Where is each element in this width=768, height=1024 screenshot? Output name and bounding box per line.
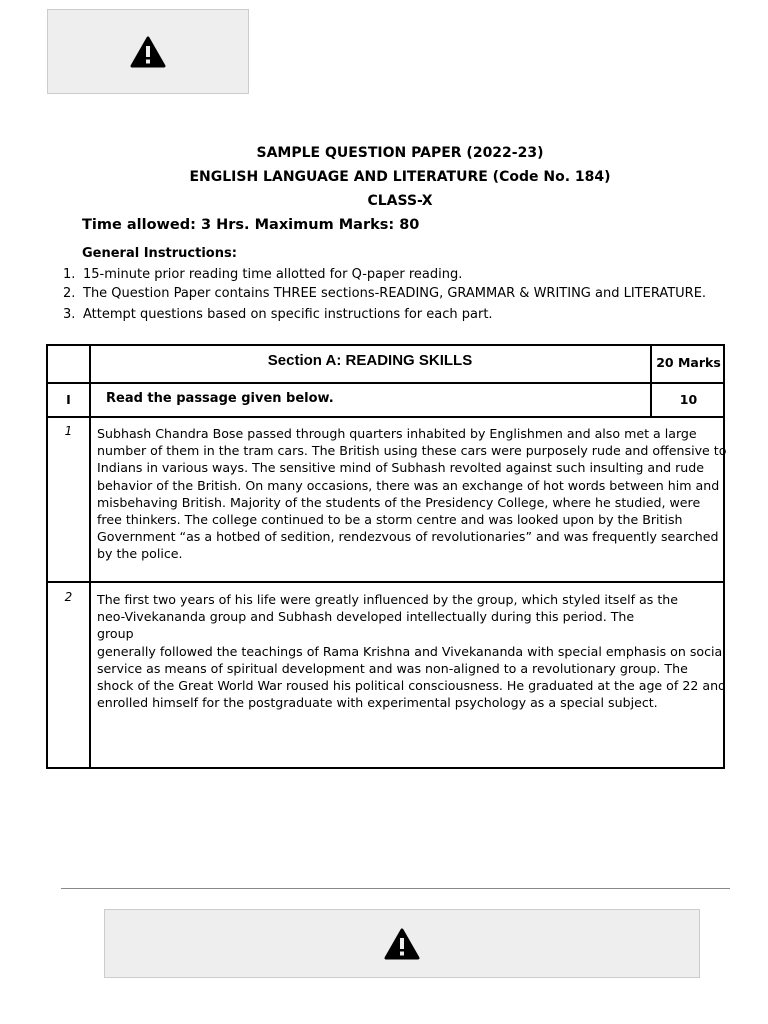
passage-paragraph: Subhash Chandra Bose passed through quarters inhabited by Englishmen and also met a large number of them in the tram cars. The British using these cars were purposely rude and offensive to Indians in various ways. The sensitive mind of Subhash revolted against such insulting and rude behavior of the British. On many occasions, there was an exchange of hot words between him and misbehaving British. Majority of the students of the Presidency College, where he studied, were free thinkers. The college continued to be a storm centre and was looked upon by the British Government “as a hotbed of sedition, rendezvous of revolutionaries” and was frequently searched by the police. [97,426,727,562]
instruction-text: The Question Paper contains THREE sections-READING, GRAMMAR & WRITING and LITERATURE. [83,286,707,301]
table-divider [48,581,723,583]
instructions-heading: General Instructions: [82,246,237,261]
paper-title: SAMPLE QUESTION PAPER (2022-23) [256,145,544,161]
class-title: CLASS-X [367,193,433,209]
paragraph-number: 2 [64,590,73,604]
instruction-number: 1. [63,267,76,282]
question-number: I [66,392,71,407]
table-divider [48,416,723,418]
section-title: Section A: READING SKILLS [267,352,473,369]
table-divider [89,346,91,767]
instruction-item [63,307,493,322]
instruction-text: Attempt questions based on specific instructions for each part. [83,307,493,322]
question-marks: 10 [679,392,698,407]
passage-paragraph: The first two years of his life were greatly influenced by the group, which styled itself as the neo-Vivekananda group and Subhash developed intellectually during this period. The group generally followed the teachings of Rama Krishna and Vivekananda with special emphasis on social service as means of spiritual development and was non-aligned to a revolutionary group. The shock of the Great World War roused his political consciousness. He graduated at the age of 22 and enrolled himself for the postgraduate with experimental psychology as a special subject. [97,592,727,711]
time-and-marks: Time allowed: 3 Hrs. Maximum Marks: 80 [82,217,420,233]
image-placeholder-bottom [104,909,700,978]
table-divider [48,382,723,384]
question-table [46,344,725,769]
section-marks: 20 Marks [656,355,721,370]
instruction-item [63,286,706,301]
question-instruction: Read the passage given below. [106,391,334,406]
warning-icon [384,928,420,960]
warning-icon [130,36,166,68]
instruction-number: 2. [63,286,76,301]
subject-title: ENGLISH LANGUAGE AND LITERATURE (Code No. 184) [189,169,611,185]
instruction-number: 3. [63,307,76,322]
image-placeholder-top [47,9,249,94]
paragraph-number: 1 [64,424,73,438]
footer-divider [61,888,730,889]
instruction-item [63,267,462,282]
instruction-text: 15-minute prior reading time allotted for Q-paper reading. [83,267,463,282]
